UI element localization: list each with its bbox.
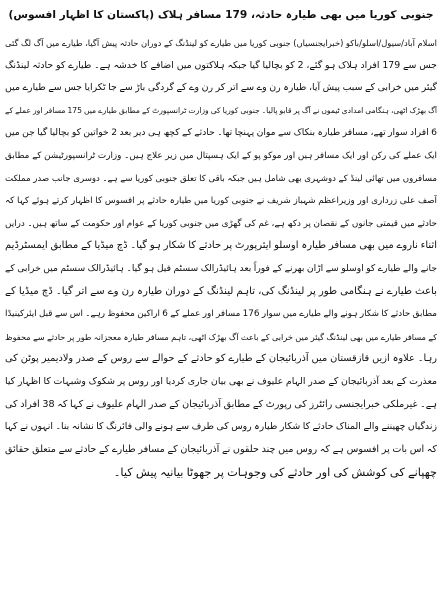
article-line: معذرت کے بعد آذربائیجان کے صدر الہام علیوف نے بھی بیان جاری کردیا اور روس پر شکوک وشبہات کا اظہار کیا [5, 375, 437, 387]
article-line: آگ بھڑک اٹھی، ہنگامی امدادی ٹیموں نے آگ پر قابو پالیا۔ جنوبی کوریا کی وزارت ٹرانسپورٹ کے مطابق طیارے میں 175 مسافر اور عملے کے [5, 105, 437, 115]
article-line: مسافروں میں تھائی لینڈ کے دوشہری بھی شامل ہیں جبکہ باقی کا تعلق جنوبی کوریا سے ہے۔ دوسری جانب صدر مملکت [5, 173, 437, 184]
article-line: رہا۔ علاوہ ازیں قازقستان میں آذربائیجان کے طیارے کو حادثے کے حوالے سے روس کے صدر ولادیمیر پوٹن کی [5, 353, 437, 365]
article-line: حادثے میں قیمتی جانوں کے نقصان پر دکھ ہے، غم کی گھڑی میں جنوبی کوریا کے عوام اور حکومت کے ساتھ ہیں۔ درایں [5, 218, 437, 229]
article-line: مطابق حادثے کا شکار ہونے والے طیارے میں سوار 176 مسافر اور عملے کے 6 اراکین محفوظ رہے۔ اس سے قبل ایئرکینیڈا [5, 309, 437, 320]
article-line: ہے۔ غیرملکی خبرایجنسی رائٹرز کی رپورٹ کے مطابق آذربائیجان کے صدر الہام علیوف نے کہا کہ 38 افراد کی [5, 398, 437, 410]
article-line: جس سے 179 افراد ہلاک ہو گئے، 2 کو بچالیا گیا جبکہ ہلاکتوں میں اضافے کا خدشہ ہے۔ طیارے کو حادثہ لینڈنگ [5, 59, 437, 71]
article-line: 6 افراد سوار تھے، مسافر طیارہ بنکاک سے موان پہنچا تھا۔ حادثے کے کچھ ہی دیر بعد 2 خواتین کو بچالیا گیا جن میں [5, 127, 437, 139]
article-line: آصف علی زرداری اور وزیراعظم شہباز شریف نے جنوبی کوریا میں طیارہ حادثے پر افسوس کا اظہار کرتے ہوئے کہا کہ [5, 196, 437, 207]
article-line: اثناء ناروے میں بھی مسافر طیارہ اوسلو ایئرپورٹ پر حادثے کا شکار ہو گیا۔ ڈچ میڈیا کے مطابق ایمسٹرڈیم [5, 240, 437, 252]
article-headline: جنوبی کوریا میں بھی طیارہ حادثہ، 179 مسافر ہلاک (پاکستان کا اظہار افسوس) [8, 9, 434, 21]
article-line: کے مسافر طیارے میں بھی لینڈنگ گیئر میں خرابی کے باعث آگ بھڑک اٹھی، تاہم مسافر طیارہ معجزانہ طور پر حادثے سے محفوظ [5, 331, 437, 342]
article-line: اسلام آباد/سیول/اسلو/باکو (خبرایجنسیاں) جنوبی کوریا میں طیارے کو لینڈنگ کے دوران حادثہ پیش آگیا، طیارے میں آگ لگ گئی [5, 38, 437, 48]
article-line: کہ اس بات پر افسوس ہے کہ روس میں چند حلقوں نے آذربائیجان کے مسافر طیارے کے حادثے سے متعلق حقائق [5, 443, 437, 455]
article-line: زندگیاں چھیننے والے المناک حادثے کا شکار طیارہ روس کی طرف سے ہونے والی فائرنگ کا نشانہ بنا۔ انہوں نے کہا [5, 421, 437, 433]
article-line: جانے والے طیارے کو اوسلو سے اڑان بھرنے کے فوراً بعد ہائیڈرالک سسٹم فیل ہو گیا۔ ہائیڈرالک سسٹم میں خرابی کے [5, 262, 437, 274]
article-body [5, 32, 437, 484]
article-line: گیئر میں خرابی کے سبب پیش آیا، طیارہ رن وے سے اتر کر رن وے کے گردگی باڑ سے جا ٹکرایا جس سے طیارے میں [5, 82, 437, 94]
article-line: ایک عملے کی رکن اور ایک مسافر ہیں اور موکو پو کے ایک ہسپتال میں زیر علاج ہیں۔ وزارت ٹرانسپورٹیشن کے مطابق [5, 150, 437, 161]
article-line: چھپانے کی کوشش کی اور حادثے کی وجوہات پر جھوٹا بیانیہ پیش کیا۔ [113, 465, 437, 480]
article-line: باعث طیارے نے ہنگامی طور پر لینڈنگ کی، تاہم لینڈنگ کے دوران طیارہ رن وے سے اتر گیا۔ ڈچ میڈیا کے [5, 285, 437, 297]
